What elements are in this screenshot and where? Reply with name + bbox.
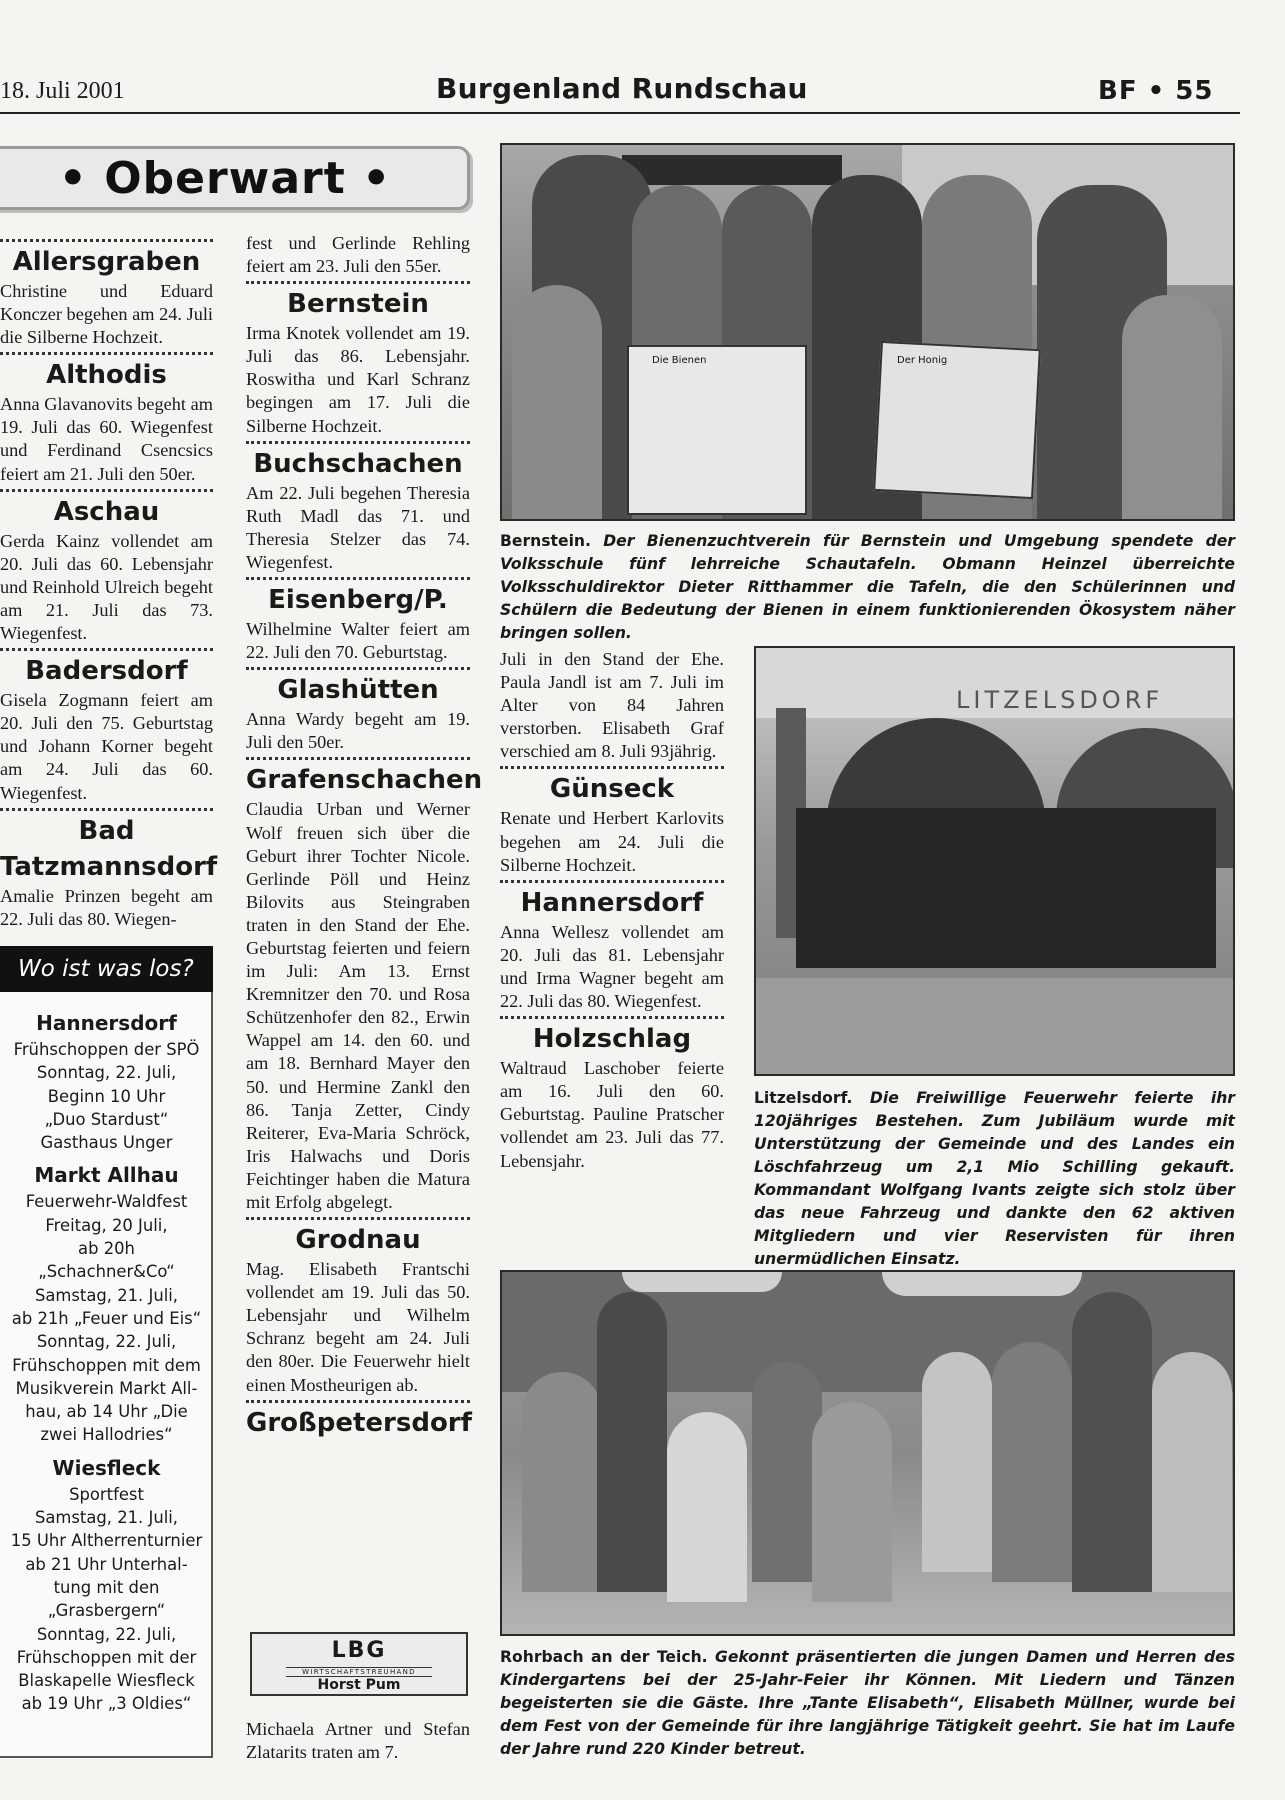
event-place: Markt Allhau — [34, 1163, 179, 1188]
caption-text: Gekonnt präsentierten die jungen Damen und Herren des Kindergartens bei der 25-Jahr-Feier ihr Können. Mit Liedern und Tänzen begeisterten sie die Gäste. Ihre „Tante Elisabeth“, Elisabeth Müllner, wurde bei dem Fest von der Gemeinde für ihre langjährige Tätigkeit geehrt. Sie hat im Laufe der Jahre rund 220 Kinder betreut. — [500, 1648, 1235, 1758]
event-line: „Grasbergern“ — [47, 1601, 166, 1621]
divider — [0, 808, 213, 811]
event-line: Freitag, 20 Juli, — [45, 1215, 168, 1235]
event-line: tung mit den — [53, 1577, 160, 1597]
event-line: Sonntag, 22. Juli, — [36, 1332, 177, 1352]
article-text: Anna Glavanovits begeht am 19. Juli das 60. Wiegenfest und Ferdinand Csencsics feiert am 21. Juli den 50er. — [0, 394, 213, 484]
umbrella — [622, 1272, 782, 1292]
events-box — [0, 946, 213, 1758]
event-place: Hannersdorf — [36, 1011, 177, 1035]
divider — [0, 489, 213, 492]
event-line: ab 21 Uhr Unterhal- — [25, 1554, 188, 1574]
article-heading: Badersdorf — [25, 656, 188, 687]
photo-bernstein — [500, 143, 1235, 521]
event-line: Samstag, 21. Juli, — [34, 1508, 179, 1528]
article-heading: Bad Tatzmannsdorf — [0, 815, 218, 882]
column-2-tail — [246, 1718, 470, 1764]
caption-rohrbach — [500, 1646, 1235, 1761]
event-line: Beginn 10 Uhr — [47, 1086, 166, 1106]
article-text: Amalie Prinzen begeht am 22. Juli das 80. Wiegen- — [0, 885, 213, 929]
article-text: Gerda Kainz vollendet am 20. Juli das 60. Lebensjahr und Reinhold Ulreich begeht am 21. Juli das 73. Wiegenfest. — [0, 530, 213, 644]
divider — [0, 352, 213, 355]
event-line: Frühschoppen der SPÖ — [13, 1040, 200, 1059]
events-list — [0, 1008, 213, 1716]
section-banner — [0, 146, 470, 210]
article-heading: Holzschlag — [532, 1024, 692, 1055]
caption-text: Die Freiwillige Feuerwehr feierte ihr 120jähriges Bestehen. Zum Jubiläum wurde mit Unterstützung der Gemeinde und des Landes ein Löschfahrzeug um 2,1 Mio Schilling gekauft. Kommandant Wolfgang Ivants zeigte sich stolz über das neue Fahrzeug und dankte den 62 aktiven Mitgliedern und vier Reservisten für ihren unermüdlichen Einsatz. — [754, 1089, 1235, 1268]
poster-left — [627, 345, 807, 515]
article-text: Irma Knotek vollendet am 19. Juli das 86. Lebensjahr. Roswitha und Karl Schranz begingen am 17. Juli die Silberne Hochzeit. — [246, 323, 470, 436]
divider — [0, 239, 213, 242]
caption-text: Der Bienenzuchtverein für Bernstein und Umgebung spendete der Volksschule fünf lehrreiche Schautafeln. Obmann Heinzel überreichte Volksschuldirektor Dieter Ritthammer die Tafeln, die den Schülerinnen und Schülern die Bedeutung der Bienen in einem funktionierenden Ökosystem näher bringen sollen. — [500, 532, 1235, 642]
adult — [1072, 1292, 1152, 1592]
event-line: Sportfest — [69, 1484, 144, 1504]
event-line: 15 Uhr Altherrenturnier — [10, 1531, 203, 1551]
caption-litzelsdorf — [754, 1087, 1235, 1271]
article-heading: Buchschachen — [253, 448, 463, 479]
caption-lead: Litzelsdorf. — [754, 1089, 853, 1107]
divider — [0, 648, 213, 651]
caption-lead: Bernstein. — [500, 532, 591, 550]
child — [922, 1352, 992, 1572]
column-3 — [500, 648, 724, 1173]
article-text: Mag. Elisabeth Frantschi vollendet am 19. Juli das 50. Lebensjahr und Wilhelm Schranz begeht am 24. Juli den 80er. Die Feuerwehr hielt einen Mostheurigen ab. — [246, 1259, 470, 1395]
article-heading: Bernstein — [287, 289, 429, 320]
child — [667, 1412, 747, 1602]
article-heading: Aschau — [53, 496, 160, 527]
number-strip — [622, 155, 842, 185]
event-line: Gasthaus Unger — [40, 1133, 173, 1153]
event-line: „Duo Stardust“ — [44, 1109, 169, 1129]
divider — [246, 1400, 470, 1403]
article-text: Gisela Zogmann feiert am 20. Juli den 75. Geburtstag und Johann Korner begeht am 24. Juli das 60. Wiegenfest. — [0, 690, 213, 803]
poster-left-title: Die Bienen — [652, 355, 707, 366]
firefighters-group — [796, 808, 1216, 968]
photo-litzelsdorf — [754, 646, 1235, 1076]
article-text: Christine und Eduard Konczer begehen am 24. Juli die Silberne Hochzeit. — [0, 281, 213, 348]
divider — [246, 281, 470, 284]
article-heading: Hannersdorf — [520, 887, 704, 918]
event-line: ab 19 Uhr „3 Oldies“ — [21, 1694, 192, 1714]
article-text: Wilhelmine Walter feiert am 22. Juli den 70. Geburtstag. — [246, 619, 470, 663]
column-1 — [0, 236, 218, 931]
event-line: Frühschoppen mit dem — [12, 1355, 201, 1375]
event-line: Blaskapelle Wiesfleck — [18, 1671, 195, 1691]
article-text: Claudia Urban und Werner Wolf freuen sich über die Geburt ihrer Tochter Nicole. Gerlinde Pöll und Heinz Bilovits aus Steingraben traten in den Stand der Ehe. Geburtstag feierten und feiern im Juli: Am 13. Ernst Kremnitzer den 70. und Rosa Schützenhofer den 82., Erwin Wappel am 14. den 60. und am 18. Bernhard Mayer den 50. und Hermine Zankl den 86. Tanja Zetter, Cindy Reiterer, Eva-Maria Schröck, Iris Halwachs und Doris Feichtinger haben die Matura mit Erfolg abgelegt. — [246, 799, 470, 1212]
divider — [246, 667, 470, 670]
newspaper-title: Burgenland Rundschau — [436, 72, 808, 105]
umbrella — [882, 1272, 1082, 1296]
ground — [756, 978, 1235, 1076]
article-heading: Glashütten — [277, 675, 439, 706]
divider — [246, 757, 470, 760]
article-heading: Allersgraben — [12, 247, 201, 277]
divider — [500, 880, 724, 883]
section-title: • Oberwart • — [58, 152, 392, 204]
column-2 — [246, 232, 483, 1441]
caption-lead: Rohrbach an der Teich. — [500, 1648, 708, 1666]
building-sign: LITZELSDORF — [956, 686, 1164, 714]
article-text: Juli in den Stand der Ehe. Paula Jandl ist am 7. Juli im Alter von 84 Jahren verstorben. Elisabeth Graf verschied am 8. Juli 93jährig. — [500, 649, 724, 762]
event-line: Frühschoppen mit der — [16, 1647, 197, 1667]
caption-bernstein — [500, 530, 1235, 645]
event-line: ab 20h — [78, 1239, 135, 1259]
event-line: „Schachner&Co“ — [38, 1262, 175, 1282]
article-heading: Althodis — [46, 360, 167, 391]
event-line: Sonntag, 22. Juli, — [36, 1624, 177, 1644]
poster-right-title: Der Honig — [897, 355, 948, 366]
person — [1122, 295, 1222, 521]
event-line: hau, ab 14 Uhr „Die — [25, 1402, 188, 1422]
article-text: fest und Gerlinde Rehling feiert am 23. Juli den 55er. — [246, 233, 470, 277]
article-heading: Grodnau — [295, 1225, 421, 1256]
article-text: Renate und Herbert Karlovits begehen am 24. Juli die Silberne Hochzeit. — [500, 808, 724, 875]
person — [512, 285, 602, 521]
child — [522, 1372, 602, 1592]
event-line: zwei Hallodries“ — [40, 1425, 173, 1445]
event-line: Feuerwehr-Waldfest — [25, 1192, 188, 1212]
article-heading: Günseck — [549, 774, 675, 805]
events-title: Wo ist was los? — [0, 946, 213, 992]
divider — [246, 577, 470, 580]
child — [812, 1402, 892, 1602]
article-text: Waltraud Laschober feierte am 16. Juli den 60. Geburtstag. Pauline Pratscher vollendet am 23. Juli das 77. Lebensjahr. — [500, 1058, 724, 1171]
event-line: Musikverein Markt All- — [15, 1378, 198, 1398]
article-text: Am 22. Juli begehen Theresia Ruth Madl das 71. und Theresia Stelzer das 74. Wiegenfest. — [246, 482, 470, 572]
divider — [500, 766, 724, 769]
divider — [500, 1016, 724, 1019]
sponsor-subtitle: WIRTSCHAFTSTREUHAND — [286, 1667, 432, 1677]
child — [1152, 1352, 1232, 1592]
article-heading: Großpetersdorf — [246, 1407, 472, 1438]
adult — [597, 1292, 667, 1592]
child — [992, 1342, 1072, 1582]
article-text: Michaela Artner und Stefan Zlatarits traten am 7. — [246, 1719, 470, 1763]
event-line: Samstag, 21. Juli, — [34, 1285, 179, 1305]
event-line: Sonntag, 22. Juli, — [36, 1063, 177, 1083]
header-rule — [0, 112, 1240, 114]
sponsor-ad — [250, 1632, 468, 1696]
sponsor-name: Horst Pum — [317, 1677, 401, 1693]
sponsor-logo: LBG — [331, 1638, 387, 1663]
issue-date: 18. Juli 2001 — [0, 78, 125, 104]
page-number: BF • 55 — [1098, 76, 1214, 106]
photo-rohrbach — [500, 1270, 1235, 1636]
event-place: Wiesfleck — [52, 1455, 161, 1480]
event-line: ab 21h „Feuer und Eis“ — [11, 1308, 202, 1328]
article-text: Anna Wellesz vollendet am 20. Juli das 81. Lebensjahr und Irma Wagner begeht am 22. Juli das 80. Wiegenfest. — [500, 921, 724, 1012]
article-text: Anna Wardy begeht am 19. Juli den 50er. — [246, 709, 470, 753]
divider — [246, 441, 470, 444]
article-heading: Grafenschachen — [246, 765, 483, 796]
article-heading: Eisenberg/P. — [268, 585, 448, 616]
divider — [246, 1217, 470, 1220]
